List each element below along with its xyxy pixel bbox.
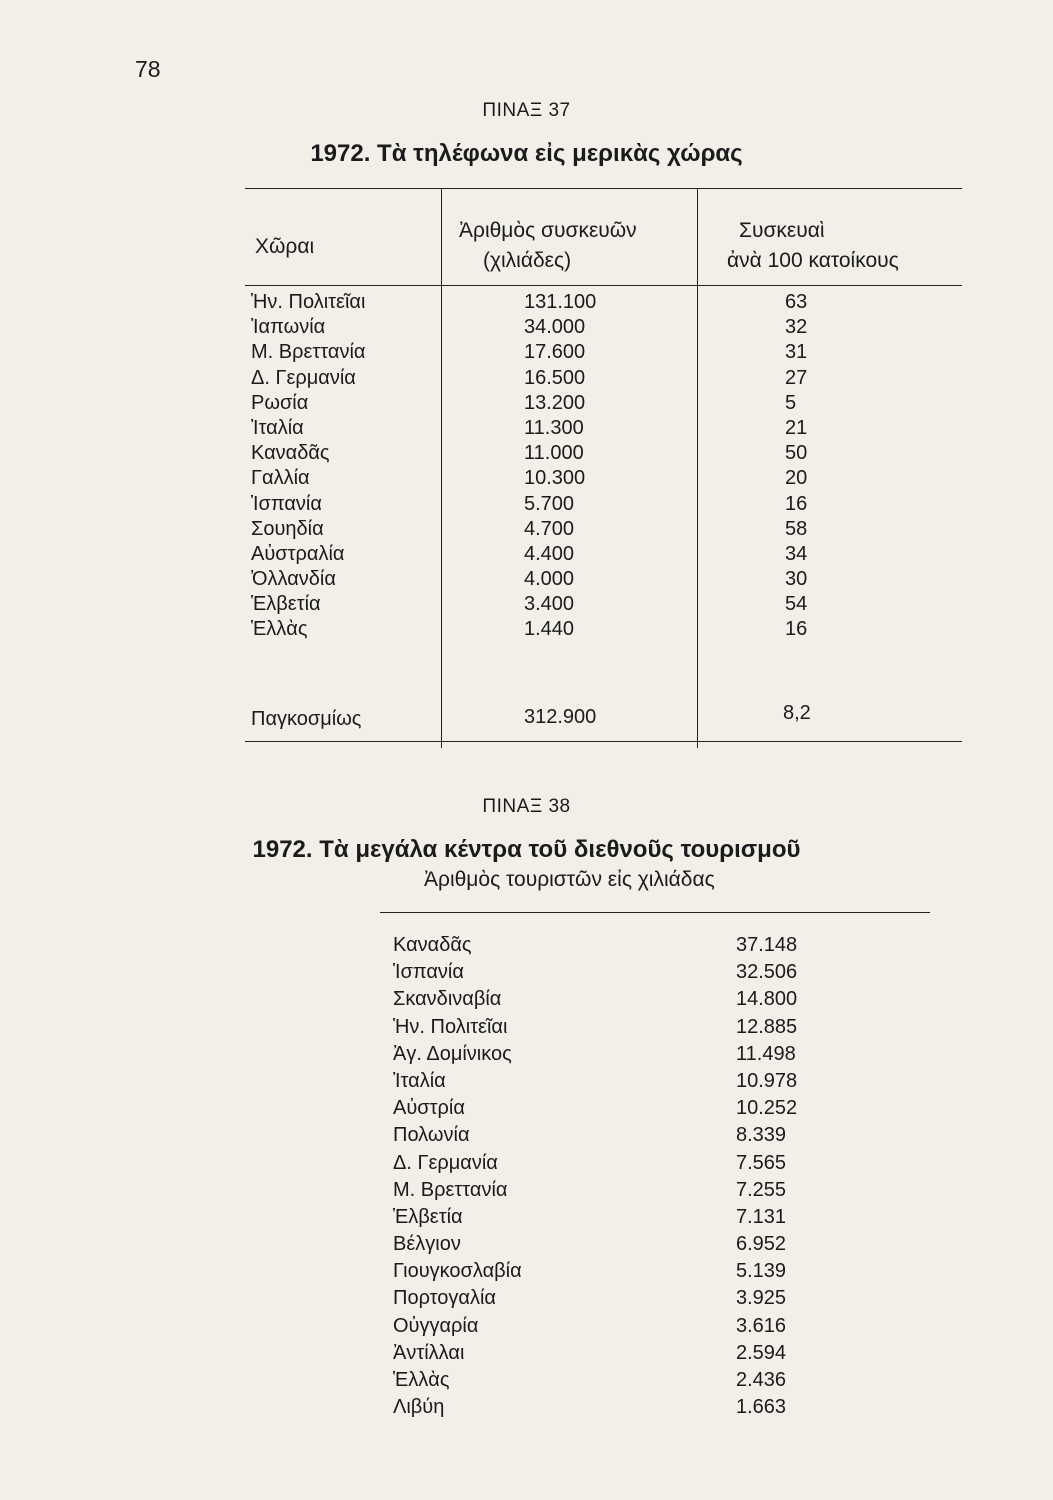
table37-country: Σουηδία: [251, 517, 324, 540]
table37-col-country: [251, 290, 366, 643]
table37-total-country: Παγκοσμίως: [251, 708, 362, 730]
table37-country: Ἰταλία: [251, 416, 304, 439]
table37-per100: 27: [785, 366, 808, 389]
table38-col-country: [393, 932, 522, 1421]
table38-col-tourists: [736, 932, 797, 1421]
table38-tourists: 12.885: [736, 1015, 798, 1038]
table38-tourists: 14.800: [736, 988, 798, 1011]
table38-country: Αὐστρία: [393, 1097, 465, 1120]
table37-devices: 11.300: [524, 416, 584, 439]
table37-divider-2: [697, 188, 698, 748]
table38-tourists: 32.506: [736, 961, 798, 984]
table38-country: Πορτογαλία: [393, 1287, 496, 1310]
table37-per100: 16: [785, 492, 808, 515]
table37-per100: 32: [785, 316, 808, 339]
table37-devices: 3.400: [524, 593, 575, 616]
table37-devices: 17.600: [524, 341, 586, 364]
table38-tourists: 5.139: [736, 1260, 787, 1283]
table37-per100: 54: [785, 593, 808, 616]
table38-country: Ἑλβετία: [393, 1205, 463, 1228]
table38-tourists: 7.565: [736, 1151, 787, 1174]
table37-devices: 34.000: [524, 316, 586, 339]
table37-header-rule: [245, 285, 962, 286]
table38-country: Ἀγ. Δομίνικος: [393, 1042, 512, 1065]
table37-per100: 50: [785, 442, 808, 465]
table37-devices: 13.200: [524, 391, 586, 414]
table38-country: Καναδᾶς: [393, 934, 472, 956]
table38-title: 1972. Τὰ μεγάλα κέντρα τοῦ διεθνοῦς τουρισμοῦ: [252, 836, 801, 863]
table37-devices: 11.000: [524, 442, 584, 465]
table37-per100: 31: [785, 341, 808, 364]
table37-per100: 30: [785, 568, 808, 591]
table37-devices: 10.300: [524, 467, 586, 490]
table38-tourists: 7.255: [736, 1178, 787, 1201]
table38-tourists: 6.952: [736, 1233, 787, 1256]
table37-devices: 16.500: [524, 366, 586, 389]
table38-tourists: 3.616: [736, 1314, 787, 1337]
table37-divider-1: [441, 188, 442, 748]
table37-country: Ἰαπωνία: [251, 316, 326, 339]
table37-country: Ἡν. Πολιτεῖαι: [251, 291, 366, 313]
table37-country: Αὐστραλία: [251, 542, 345, 565]
table38-country: Ἀντίλλαι: [393, 1341, 465, 1364]
table37-country: Ἱσπανία: [251, 492, 322, 515]
table37-devices: 4.000: [524, 568, 575, 591]
table37-per100: 63: [785, 291, 808, 313]
table38-country: Ἡν. Πολιτεῖαι: [393, 1015, 508, 1038]
table38-tourists: 2.436: [736, 1369, 787, 1391]
table37-title: 1972. Τὰ τηλέφωνα εἰς μερικὰς χώρας: [310, 140, 743, 167]
table37-per100: 34: [785, 542, 808, 565]
table37-header-per100-line1: Συσκευαὶ: [739, 219, 825, 242]
table38-rule: [380, 912, 930, 913]
table37-per100: 20: [785, 467, 808, 490]
table37-col-devices: [524, 290, 596, 643]
table37-col-per100: [785, 290, 807, 643]
table37-header-devices: [459, 216, 637, 276]
table38-tourists: 1.663: [736, 1396, 787, 1419]
table37-per100: 21: [785, 416, 808, 439]
table38-tourists: 10.978: [736, 1069, 798, 1092]
table37-country: Ἑλβετία: [251, 593, 321, 616]
table37-devices: 4.700: [524, 517, 575, 540]
table37-bottom-rule: [245, 741, 962, 742]
table37-country: Μ. Βρεττανία: [251, 341, 366, 364]
table38-header: Ἀριθμὸς τουριστῶν εἰς χιλιάδας: [424, 868, 715, 891]
table37-country: Ὀλλανδία: [251, 568, 336, 591]
table38-tourists: 10.252: [736, 1097, 798, 1120]
table37-header-per100-line2: ἀνὰ 100 κατοίκους: [727, 249, 899, 272]
table37-header-per100: [727, 216, 899, 276]
table37-devices: 1.440: [524, 618, 575, 641]
table37-per100: 58: [785, 517, 808, 540]
table37-devices: 4.400: [524, 542, 575, 565]
table38-country: Ἰταλία: [393, 1069, 446, 1092]
table38-caption: ΠΙΝΑΞ 38: [482, 796, 571, 817]
table38-country: Πολωνία: [393, 1124, 470, 1147]
table38-country: Μ. Βρεττανία: [393, 1178, 508, 1201]
table38-tourists: 2.594: [736, 1341, 787, 1364]
table37-country: Ρωσία: [251, 391, 309, 414]
table38-tourists: 11.498: [736, 1042, 796, 1065]
table37-header-country: Χῶραι: [255, 235, 315, 258]
table37-top-rule: [245, 188, 962, 189]
table37-header-devices-line2: (χιλιάδες): [483, 249, 572, 272]
table38-country: Ἱσπανία: [393, 961, 464, 984]
table37-country: Ἑλλὰς: [251, 618, 308, 641]
table38-country: Οὐγγαρία: [393, 1314, 479, 1337]
table38-tourists: 7.131: [736, 1205, 787, 1228]
table37-devices: 131.100: [524, 291, 597, 313]
table38-country: Δ. Γερμανία: [393, 1151, 498, 1174]
table37-per100: 5: [785, 391, 797, 414]
table38-country: Βέλγιον: [393, 1233, 461, 1256]
table37-devices: 5.700: [524, 492, 575, 515]
table37: [245, 188, 962, 748]
page-number: 78: [135, 56, 161, 82]
table37-caption: ΠΙΝΑΞ 37: [482, 100, 571, 121]
table38-tourists: 8.339: [736, 1124, 787, 1147]
table37-country: Καναδᾶς: [251, 442, 330, 465]
table38-tourists: 3.925: [736, 1287, 787, 1310]
table37-total-per100: 8,2: [783, 702, 811, 724]
table37-header-devices-line1: Ἀριθμὸς συσκευῶν: [459, 219, 637, 242]
table38-country: Ἑλλὰς: [393, 1369, 450, 1391]
table37-country: Δ. Γερμανία: [251, 366, 356, 389]
table38-country: Σκανδιναβία: [393, 988, 502, 1011]
table38-country: Γιουγκοσλαβία: [393, 1260, 522, 1283]
table37-per100: 16: [785, 618, 808, 641]
table37-country: Γαλλία: [251, 467, 310, 490]
table38-country: Λιβύη: [393, 1396, 445, 1419]
table37-total-devices: 312.900: [524, 706, 597, 728]
table38-tourists: 37.148: [736, 934, 798, 956]
